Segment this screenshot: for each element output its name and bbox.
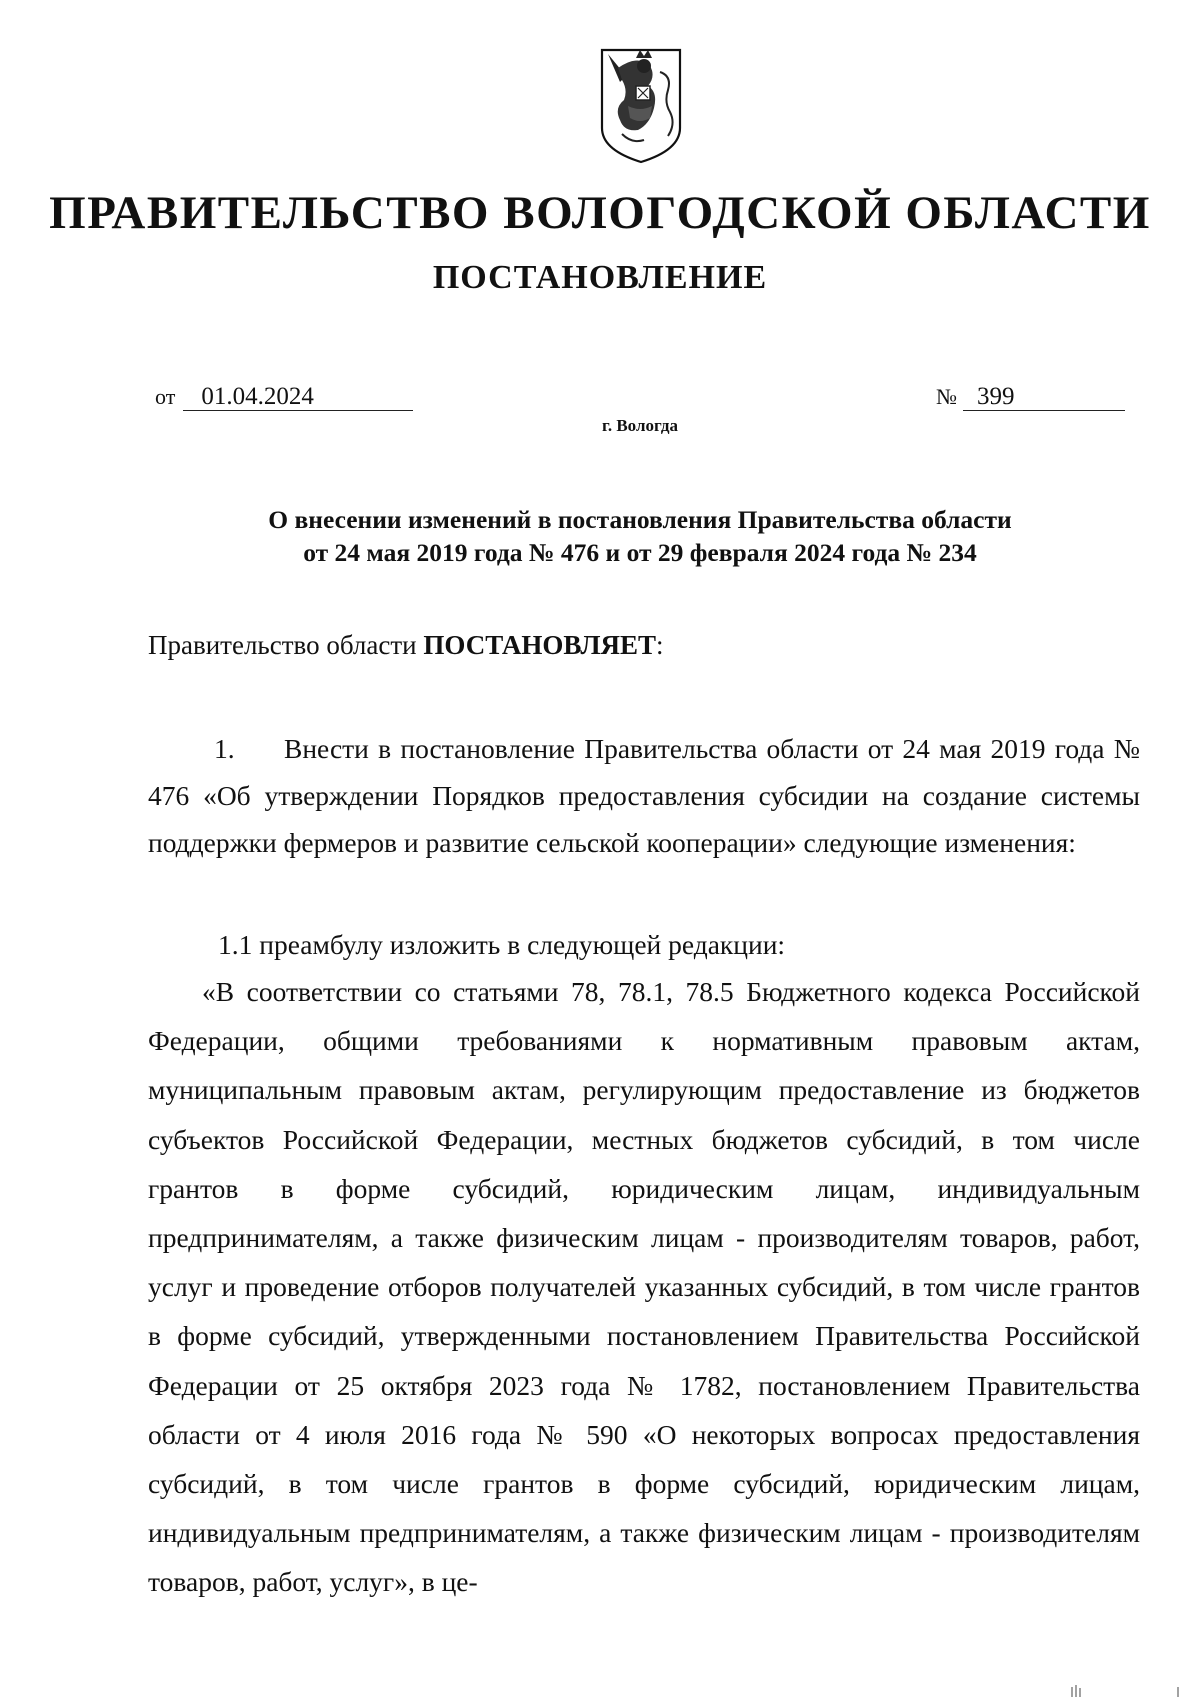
preamble-quote: «В соответствии со статьями 78, 78.1, 78.5 Бюджетного кодекса Российской Федерации, общими требованиями к нормативным правовым актам, муниципальным правовым актам, регулирующим предоставление из бюджетов субъектов Российской Федерации, местных бюджетов субсидий, в том числе грантов в форме субсидий, юридическим лицам, индивидуальным предпринимателям, а также физическим лицам - производителям товаров, работ, услуг и проведение отборов получателей указанных субсидий, в том числе грантов в форме субсидий, утвержденными постановлением Правительства Российской Федерации от 25 октября 2023 года № 1782, постановлением Правительства области от 4 июля 2016 года № 590 «О некоторых вопросах предоставления субсидий, в том числе грантов в форме субсидий, юридическим лицам, индивидуальным предпринимателям, а также физическим лицам - производителям товаров, работ, услуг», в це- [148, 976, 1140, 1598]
date-value: 01.04.2024 [183, 384, 413, 411]
document-date [155, 384, 413, 411]
paragraph-1-text: Внести в постановление Правительства области от 24 мая 2019 года № 476 «Об утверждении Порядков предоставления субсидии на создание системы поддержки фермеров и развитие сельской кооперации» следующие изменения: [148, 733, 1140, 858]
intro-colon: : [655, 630, 664, 660]
intro-decree-word: ПОСТАНОВЛЯЕТ [423, 630, 656, 660]
date-prefix: от [155, 384, 176, 409]
paragraph-1-number: 1. [214, 733, 235, 764]
coat-of-arms-icon [598, 46, 684, 166]
heading-line-2: от 24 мая 2019 года № 476 и от 29 февраля 2024 года № 234 [303, 538, 977, 567]
heading-line-1: О внесении изменений в постановления Правительства области [268, 505, 1012, 534]
number-value: 399 [963, 384, 1125, 411]
preamble-intro [148, 630, 664, 661]
city-label: г. Вологда [602, 416, 678, 435]
number-prefix: № [936, 384, 957, 409]
intro-text: Правительство области [148, 630, 424, 660]
document-type: ПОСТАНОВЛЕНИЕ [432, 259, 768, 296]
paragraph-1 [148, 725, 1140, 866]
government-title: ПРАВИТЕЛЬСТВО ВОЛОГОДСКОЙ ОБЛАСТИ [49, 187, 1151, 239]
paragraph-1-1: 1.1 преамбулу изложить в следующей редакции: [218, 929, 786, 960]
document-number [936, 384, 1125, 411]
document-heading [120, 503, 1160, 569]
scan-artifact-marks [1064, 1685, 1184, 1697]
